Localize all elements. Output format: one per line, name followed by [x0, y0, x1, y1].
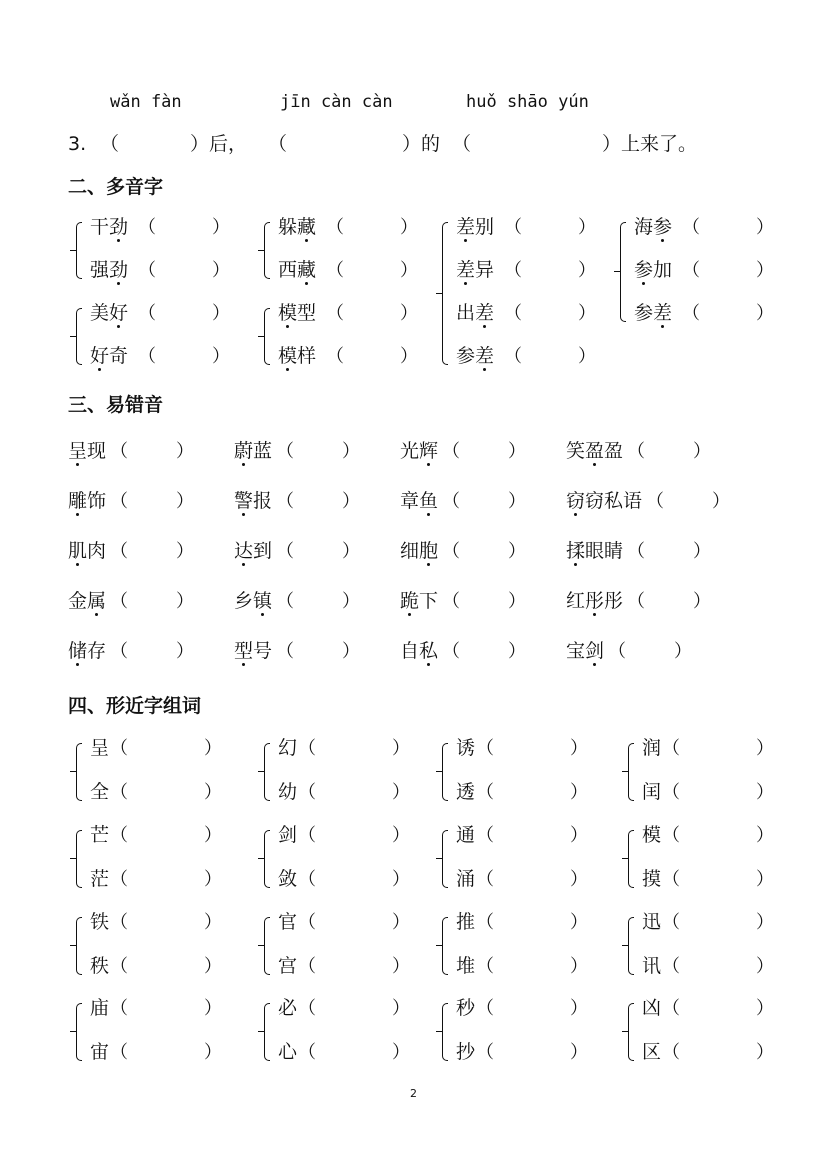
paren-close: ）: [212, 346, 230, 367]
paren-close: ）: [508, 491, 526, 512]
word-item: 参加: [634, 259, 673, 281]
paren-open: （: [110, 541, 128, 562]
paren-close: ）: [756, 738, 774, 759]
paren-close: ）: [756, 303, 774, 324]
brace: [442, 743, 448, 801]
char-item: 庙: [90, 997, 110, 1019]
paren-close: ）: [212, 217, 230, 238]
paren-open: （: [276, 591, 294, 612]
paren-close: ）: [570, 998, 588, 1019]
line3-seg2: ）的: [402, 133, 441, 155]
section3-title: 三、易错音: [68, 394, 164, 416]
word-item: 宝剑: [566, 640, 605, 662]
word-item: 储存: [68, 640, 107, 662]
brace: [620, 222, 626, 322]
paren-close: ）: [693, 591, 711, 612]
paren-open: （: [504, 346, 522, 367]
paren-open: （: [326, 303, 344, 324]
brace-tip: [258, 1031, 264, 1032]
paren-close: ）: [176, 541, 194, 562]
brace-tip: [258, 336, 264, 337]
word-item: 西藏: [278, 259, 317, 281]
paren-close: ）: [392, 1042, 410, 1063]
paren-close: ）: [578, 260, 596, 281]
page-number: 2: [410, 1087, 417, 1100]
paren-open: （: [442, 541, 460, 562]
paren-close: ）: [392, 956, 410, 977]
char-item: 通: [456, 824, 476, 846]
paren-open: （: [504, 303, 522, 324]
word-item: 海参: [634, 216, 673, 238]
paren-open: （: [110, 825, 128, 846]
char-item: 呈: [90, 737, 110, 759]
char-item: 剑: [278, 824, 298, 846]
word-item: 美好: [90, 302, 129, 324]
char-item: 润: [642, 737, 662, 759]
brace: [264, 222, 270, 279]
paren-open: （: [476, 998, 494, 1019]
paren-close: ）: [392, 825, 410, 846]
brace: [76, 308, 82, 365]
brace: [76, 917, 82, 975]
brace-tip: [622, 945, 628, 946]
paren-close: ）: [570, 869, 588, 890]
paren-close: ）: [400, 346, 418, 367]
paren-close: ）: [570, 912, 588, 933]
word-item: 差别: [456, 216, 495, 238]
brace-tip: [436, 771, 442, 772]
paren-open: （: [476, 825, 494, 846]
paren-close: ）: [508, 541, 526, 562]
char-item: 宫: [278, 955, 298, 977]
paren-close: ）: [204, 998, 222, 1019]
brace: [264, 743, 270, 801]
brace-tip: [436, 945, 442, 946]
paren-open: （: [662, 782, 680, 803]
paren-close: ）: [176, 441, 194, 462]
word-item: 型号: [234, 640, 273, 662]
paren-open: （: [476, 912, 494, 933]
brace-tip: [622, 858, 628, 859]
brace: [76, 743, 82, 801]
paren-open: （: [110, 441, 128, 462]
paren-close: ）: [342, 441, 360, 462]
brace: [628, 917, 634, 975]
char-item: 茫: [90, 868, 110, 890]
paren-open-3: （: [452, 133, 472, 155]
paren-close: ）: [342, 541, 360, 562]
word-item: 金属: [68, 590, 107, 612]
word-item: 警报: [234, 490, 273, 512]
paren-open: （: [298, 912, 316, 933]
brace: [76, 222, 82, 279]
char-item: 凶: [642, 997, 662, 1019]
paren-open: （: [276, 491, 294, 512]
paren-open: （: [682, 217, 700, 238]
paren-close: ）: [400, 217, 418, 238]
char-item: 必: [278, 997, 298, 1019]
paren-open: （: [476, 956, 494, 977]
section4-title: 四、形近字组词: [68, 695, 202, 717]
paren-open: （: [442, 591, 460, 612]
paren-open: （: [138, 260, 156, 281]
paren-close: ）: [204, 825, 222, 846]
paren-open: （: [662, 825, 680, 846]
paren-open-2: （: [268, 133, 288, 155]
paren-open: （: [138, 346, 156, 367]
paren-open: （: [298, 998, 316, 1019]
paren-close: ）: [392, 782, 410, 803]
paren-open: （: [476, 1042, 494, 1063]
paren-open: （: [326, 217, 344, 238]
brace-tip: [614, 271, 620, 272]
paren-close: ）: [756, 998, 774, 1019]
paren-close: ）: [212, 260, 230, 281]
paren-close: ）: [392, 912, 410, 933]
paren-close: ）: [204, 1042, 222, 1063]
paren-close: ）: [508, 641, 526, 662]
section2-title: 二、多音字: [68, 176, 164, 198]
paren-open: （: [646, 491, 664, 512]
paren-close: ）: [392, 998, 410, 1019]
brace: [442, 917, 448, 975]
paren-close: ）: [693, 441, 711, 462]
paren-open: （: [298, 1042, 316, 1063]
char-item: 涌: [456, 868, 476, 890]
paren-close: ）: [570, 956, 588, 977]
paren-open: （: [627, 591, 645, 612]
brace-tip: [70, 858, 76, 859]
word-item: 出差: [456, 302, 495, 324]
brace-tip: [70, 771, 76, 772]
word-item: 干劲: [90, 216, 129, 238]
word-item: 笑盈盈: [566, 440, 624, 462]
paren-open: （: [138, 303, 156, 324]
paren-close: ）: [570, 1042, 588, 1063]
char-item: 敛: [278, 868, 298, 890]
char-item: 抄: [456, 1041, 476, 1063]
brace: [628, 743, 634, 801]
brace: [264, 917, 270, 975]
paren-open: （: [662, 1042, 680, 1063]
char-item: 官: [278, 911, 298, 933]
char-item: 芒: [90, 824, 110, 846]
paren-open: （: [276, 441, 294, 462]
paren-open: （: [298, 825, 316, 846]
brace-tip: [622, 1031, 628, 1032]
paren-close: ）: [204, 912, 222, 933]
paren-open: （: [110, 738, 128, 759]
paren-close: ）: [578, 217, 596, 238]
paren-close: ）: [342, 591, 360, 612]
paren-open: （: [110, 591, 128, 612]
paren-open: （: [627, 541, 645, 562]
char-item: 区: [642, 1041, 662, 1063]
paren-close: ）: [578, 303, 596, 324]
paren-close: ）: [712, 491, 730, 512]
paren-close: ）: [392, 738, 410, 759]
question-number: 3.: [68, 133, 87, 155]
word-item: 达到: [234, 540, 273, 562]
paren-open: （: [662, 738, 680, 759]
pinyin-3: huǒ shāo yún: [466, 92, 589, 112]
char-item: 摸: [642, 868, 662, 890]
paren-open: （: [110, 641, 128, 662]
paren-open: （: [662, 869, 680, 890]
paren-close: ）: [392, 869, 410, 890]
paren-open: （: [504, 260, 522, 281]
paren-close: ）: [508, 591, 526, 612]
brace-tip: [70, 250, 76, 251]
paren-open: （: [298, 869, 316, 890]
char-item: 幻: [278, 737, 298, 759]
paren-close: ）: [204, 956, 222, 977]
brace: [76, 830, 82, 888]
char-item: 秩: [90, 955, 110, 977]
char-item: 全: [90, 781, 110, 803]
paren-close: ）: [342, 641, 360, 662]
word-item: 模样: [278, 345, 317, 367]
paren-open: （: [110, 782, 128, 803]
paren-open: （: [442, 441, 460, 462]
paren-open: （: [110, 956, 128, 977]
pinyin-2: jīn càn càn: [280, 92, 393, 112]
brace: [442, 1003, 448, 1061]
paren-open: （: [276, 641, 294, 662]
word-item: 光辉: [400, 440, 439, 462]
brace-tip: [436, 1031, 442, 1032]
paren-open: （: [476, 738, 494, 759]
paren-open: （: [504, 217, 522, 238]
paren-close: ）: [204, 738, 222, 759]
paren-open: （: [110, 491, 128, 512]
char-item: 心: [278, 1041, 298, 1063]
paren-open: （: [682, 260, 700, 281]
word-item: 自私: [400, 640, 439, 662]
paren-close: ）: [756, 825, 774, 846]
paren-open-1: （: [100, 133, 120, 155]
word-item: 肌肉: [68, 540, 107, 562]
paren-open: （: [110, 1042, 128, 1063]
char-item: 诱: [456, 737, 476, 759]
paren-open: （: [110, 912, 128, 933]
line3-seg1: ）后，: [190, 133, 248, 155]
char-item: 迅: [642, 911, 662, 933]
word-item: 呈现: [68, 440, 107, 462]
paren-close: ）: [756, 260, 774, 281]
char-item: 闰: [642, 781, 662, 803]
paren-open: （: [627, 441, 645, 462]
brace-tip: [436, 858, 442, 859]
word-item: 蔚蓝: [234, 440, 273, 462]
char-item: 幼: [278, 781, 298, 803]
paren-close: ）: [570, 825, 588, 846]
word-item: 窃窃私语: [566, 490, 643, 512]
brace-tip: [258, 250, 264, 251]
line3-seg3: ）上来了。: [602, 133, 698, 155]
paren-close: ）: [674, 641, 692, 662]
paren-close: ）: [693, 541, 711, 562]
brace-tip: [258, 945, 264, 946]
paren-open: （: [476, 869, 494, 890]
paren-open: （: [662, 956, 680, 977]
paren-open: （: [276, 541, 294, 562]
word-item: 好奇: [90, 345, 129, 367]
paren-open: （: [138, 217, 156, 238]
paren-close: ）: [570, 738, 588, 759]
paren-open: （: [662, 998, 680, 1019]
paren-close: ）: [508, 441, 526, 462]
word-item: 细胞: [400, 540, 439, 562]
char-item: 推: [456, 911, 476, 933]
paren-close: ）: [204, 782, 222, 803]
paren-open: （: [110, 998, 128, 1019]
paren-open: （: [298, 782, 316, 803]
word-item: 揉眼睛: [566, 540, 624, 562]
paren-open: （: [662, 912, 680, 933]
brace: [264, 1003, 270, 1061]
brace: [264, 830, 270, 888]
paren-open: （: [442, 641, 460, 662]
paren-open: （: [298, 956, 316, 977]
brace: [628, 830, 634, 888]
paren-close: ）: [400, 260, 418, 281]
brace: [264, 308, 270, 365]
char-item: 铁: [90, 911, 110, 933]
char-item: 堆: [456, 955, 476, 977]
paren-open: （: [608, 641, 626, 662]
word-item: 红彤彤: [566, 590, 624, 612]
paren-close: ）: [176, 491, 194, 512]
paren-open: （: [326, 260, 344, 281]
paren-close: ）: [756, 782, 774, 803]
word-item: 跪下: [400, 590, 439, 612]
paren-close: ）: [212, 303, 230, 324]
word-item: 差异: [456, 259, 495, 281]
char-item: 透: [456, 781, 476, 803]
brace-tip: [622, 771, 628, 772]
word-item: 雕饰: [68, 490, 107, 512]
paren-close: ）: [342, 491, 360, 512]
paren-close: ）: [756, 217, 774, 238]
word-item: 参差: [456, 345, 495, 367]
brace-tip: [258, 858, 264, 859]
paren-close: ）: [570, 782, 588, 803]
paren-close: ）: [176, 591, 194, 612]
word-item: 乡镇: [234, 590, 273, 612]
brace: [76, 1003, 82, 1061]
word-item: 模型: [278, 302, 317, 324]
paren-close: ）: [578, 346, 596, 367]
word-item: 参差: [634, 302, 673, 324]
brace-tip: [70, 336, 76, 337]
char-item: 模: [642, 824, 662, 846]
brace: [442, 830, 448, 888]
paren-open: （: [476, 782, 494, 803]
char-item: 宙: [90, 1041, 110, 1063]
char-item: 讯: [642, 955, 662, 977]
brace-tip: [70, 1031, 76, 1032]
word-item: 章鱼: [400, 490, 439, 512]
paren-close: ）: [176, 641, 194, 662]
pinyin-1: wǎn fàn: [110, 92, 182, 112]
paren-open: （: [110, 869, 128, 890]
paren-open: （: [326, 346, 344, 367]
paren-close: ）: [756, 869, 774, 890]
paren-open: （: [298, 738, 316, 759]
brace-tip: [258, 771, 264, 772]
brace: [628, 1003, 634, 1061]
paren-close: ）: [756, 912, 774, 933]
paren-close: ）: [756, 1042, 774, 1063]
paren-close: ）: [756, 956, 774, 977]
brace-tip: [436, 293, 442, 294]
paren-close: ）: [204, 869, 222, 890]
brace: [442, 222, 448, 365]
paren-open: （: [682, 303, 700, 324]
brace-tip: [70, 945, 76, 946]
word-item: 躲藏: [278, 216, 317, 238]
paren-close: ）: [400, 303, 418, 324]
paren-open: （: [442, 491, 460, 512]
char-item: 秒: [456, 997, 476, 1019]
word-item: 强劲: [90, 259, 129, 281]
